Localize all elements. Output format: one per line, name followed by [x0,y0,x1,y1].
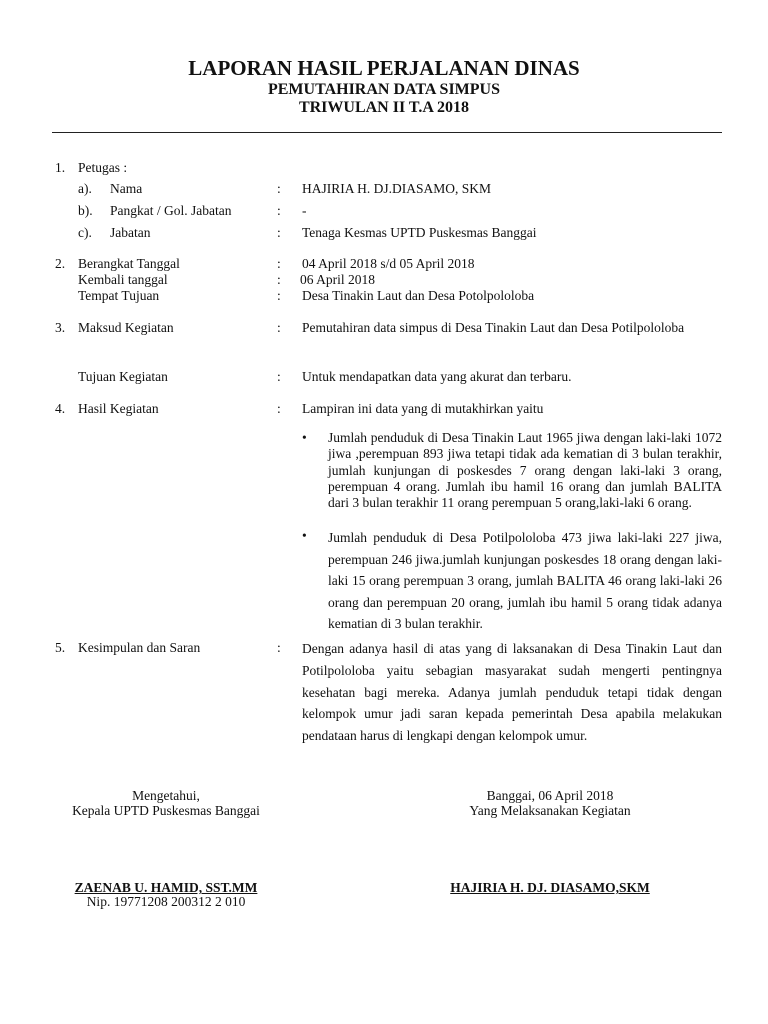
colon: : [277,369,281,384]
maksud-label: Maksud Kegiatan [78,320,174,335]
tempat-label: Tempat Tujuan [78,288,160,303]
section-number: 4. [55,401,66,416]
colon: : [277,203,281,218]
section-number: 1. [55,160,66,175]
tempat-value: Desa Tinakin Laut dan Desa Potolpololoba [302,288,535,303]
nama-value: HAJIRIA H. DJ.DIASAMO, SKM [302,181,492,196]
item-letter: c). [78,225,92,240]
sign-left-nip: Nip. 19771208 200312 2 010 [86,894,246,909]
bullet-icon: • [302,430,307,445]
pangkat-value: - [302,203,307,218]
colon: : [277,401,281,416]
maksud-value: Pemutahiran data simpus di Desa Tinakin Laut dan Desa Potilpololoba [302,320,685,335]
section-number: 2. [55,256,66,271]
document-subtitle: PEMUTAHIRAN DATA SIMPUS [267,81,500,98]
hasil-value: Lampiran ini data yang di mutakhirkan yaitu [302,401,544,416]
sign-left-line1: Mengetahui, [132,788,200,803]
sign-left-line2: Kepala UPTD Puskesmas Banggai [72,803,260,818]
jabatan-label: Jabatan [110,225,151,240]
section-number: 3. [55,320,66,335]
pangkat-label: Pangkat / Gol. Jabatan [110,203,232,218]
kembali-label: Kembali tanggal [78,272,168,287]
document-period: TRIWULAN II T.A 2018 [298,99,470,116]
petugas-label: Petugas : [78,160,128,175]
kesimpulan-value: Dengan adanya hasil di atas yang di laksanakan di Desa Tinakin Laut dan Potilpololoba yaitu sebagian masyarakat sudah mengerti pentingnya kesehatan bagi mereka. Adanya jumlah penduduk tetapi tidak dengan kelompok umur jadi saran kepada pemerintah Desa apabila melakukan pendataan harus di lengkapi dengan kelompok umur. [302,641,722,744]
document-title: LAPORAN HASIL PERJALANAN DINAS [188,56,580,80]
sign-left-name: ZAENAB U. HAMID, SST.MM [74,880,258,895]
sign-right-line1: Banggai, 06 April 2018 [486,788,614,803]
berangkat-value: 04 April 2018 s/d 05 April 2018 [302,256,475,271]
hasil-label: Hasil Kegiatan [78,401,159,416]
colon: : [277,320,281,335]
kembali-value: 06 April 2018 [300,272,376,287]
section-number: 5. [55,640,66,655]
kesimpulan-label: Kesimpulan dan Saran [78,640,201,655]
jabatan-value: Tenaga Kesmas UPTD Puskesmas Banggai [302,225,537,240]
nama-label: Nama [110,181,143,196]
berangkat-label: Berangkat Tanggal [78,256,180,271]
colon: : [277,181,281,196]
tujuan-label: Tujuan Kegiatan [78,369,168,384]
item-letter: b). [78,203,93,218]
tujuan-value: Untuk mendapatkan data yang akurat dan terbaru. [302,369,572,384]
header-divider [52,132,722,133]
result-bullet: Jumlah penduduk di Desa Potilpololoba 473 jiwa laki-laki 227 jiwa, perempuan 246 jiwa.jumlah kunjungan poskesdes 18 orang dengan laki-laki 15 orang perempuan 3 orang, jumlah BALITA 46 orang laki-laki 26 orang dan perempuan 20 orang, jumlah ibu hamil 5 orang tidak adanya kematian di 3 bulan terakhir. [328,530,722,631]
bullet-icon: • [302,528,307,543]
colon: : [277,288,281,303]
sign-right-line2: Yang Melaksanakan Kegiatan [469,803,631,818]
colon: : [277,272,281,287]
colon: : [277,256,281,271]
item-letter: a). [78,181,92,196]
colon: : [277,640,281,655]
colon: : [277,225,281,240]
sign-right-name: HAJIRIA H. DJ. DIASAMO,SKM [450,880,650,895]
result-bullet: Jumlah penduduk di Desa Tinakin Laut 1965 jiwa dengan laki-laki 1072 jiwa ,perempuan 893 jiwa tetapi tidak ada kematian di 3 bulan terakhir, jumlah kunjungan di poskesdes 7 orang dengan laki-laki 3 orang, perempuan 4 orang. Jumlah ibu hamil 16 orang dan jumlah BALITA dari 3 bulan terakhir 11 orang perempuan 5 orang,laki-laki 6 orang. [328,430,722,511]
